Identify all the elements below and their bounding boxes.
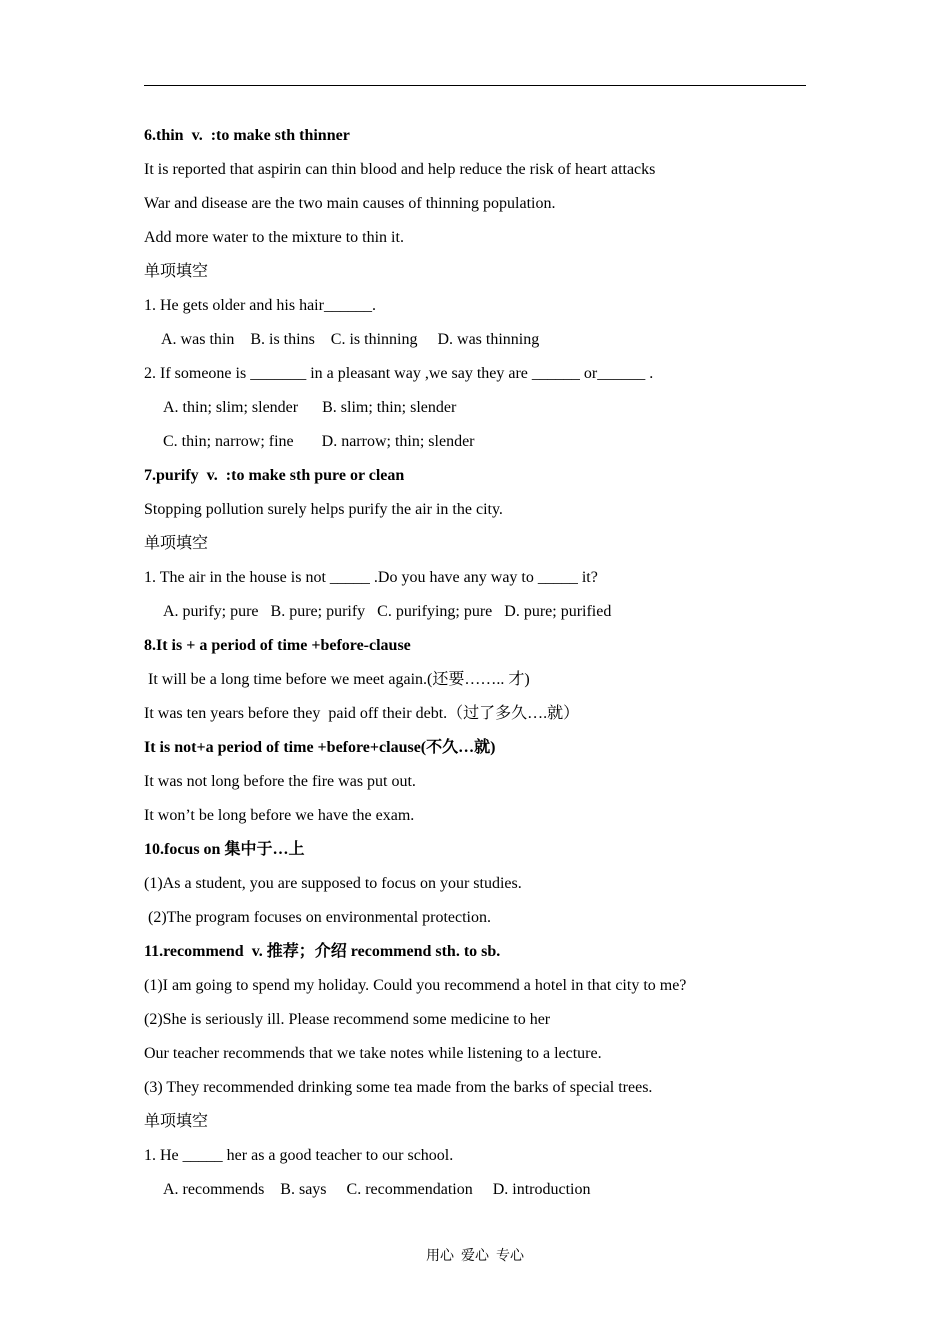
text-line: It will be a long time before we meet again.(还要…….. 才) bbox=[148, 671, 530, 688]
text-line: It was not long before the fire was put out. bbox=[144, 773, 416, 790]
header-rule bbox=[144, 85, 806, 86]
text-line: 2. If someone is _______ in a pleasant way ,we say they are ______ or______ . bbox=[144, 365, 654, 382]
text-line: A. thin; slim; slender B. slim; thin; slender bbox=[163, 399, 457, 416]
text-line: (2)The program focuses on environmental protection. bbox=[148, 909, 491, 926]
text-line: (2)She is seriously ill. Please recommend some medicine to her bbox=[144, 1011, 551, 1028]
text-line: A. purify; pure B. pure; purify C. purifying; pure D. pure; purified bbox=[163, 603, 612, 620]
section-heading: 11.recommend v. 推荐；介绍 recommend sth. to sb. bbox=[144, 943, 501, 960]
text-line: War and disease are the two main causes of thinning population. bbox=[144, 195, 556, 212]
text-line: (1)As a student, you are supposed to focus on your studies. bbox=[144, 875, 522, 892]
section-heading: 7.purify v. :to make sth pure or clean bbox=[144, 467, 405, 484]
section-heading: 6.thin v. :to make sth thinner bbox=[144, 127, 350, 144]
section-heading: It is not+a period of time +before+clause(不久…就) bbox=[144, 739, 496, 756]
text-line: Our teacher recommends that we take notes while listening to a lecture. bbox=[144, 1045, 602, 1062]
text-line: 1. He gets older and his hair______. bbox=[144, 297, 376, 314]
text-line: It won’t be long before we have the exam. bbox=[144, 807, 415, 824]
text-line: Stopping pollution surely helps purify the air in the city. bbox=[144, 501, 503, 518]
text-line: 单项填空 bbox=[144, 263, 209, 280]
text-line: A. recommends B. says C. recommendation D. introduction bbox=[163, 1181, 591, 1198]
text-line: A. was thin B. is thins C. is thinning D. was thinning bbox=[161, 331, 540, 348]
text-line: It is reported that aspirin can thin blood and help reduce the risk of heart attacks bbox=[144, 161, 656, 178]
text-line: (3) They recommended drinking some tea made from the barks of special trees. bbox=[144, 1079, 653, 1096]
page-footer: 用心 爱心 专心 bbox=[426, 1249, 524, 1264]
text-line: 单项填空 bbox=[144, 1113, 209, 1130]
document-body bbox=[144, 126, 806, 1214]
section-heading: 10.focus on 集中于…上 bbox=[144, 841, 305, 858]
text-line: (1)I am going to spend my holiday. Could you recommend a hotel in that city to me? bbox=[144, 977, 687, 994]
text-line: It was ten years before they paid off their debt.（过了多久….就） bbox=[144, 705, 580, 722]
text-line: 1. The air in the house is not _____ .Do you have any way to _____ it? bbox=[144, 569, 598, 586]
text-line: Add more water to the mixture to thin it. bbox=[144, 229, 404, 246]
section-heading: 8.It is + a period of time +before-clause bbox=[144, 637, 411, 654]
text-line: 单项填空 bbox=[144, 535, 209, 552]
text-line: C. thin; narrow; fine D. narrow; thin; slender bbox=[163, 433, 475, 450]
text-line: 1. He _____ her as a good teacher to our school. bbox=[144, 1147, 454, 1164]
